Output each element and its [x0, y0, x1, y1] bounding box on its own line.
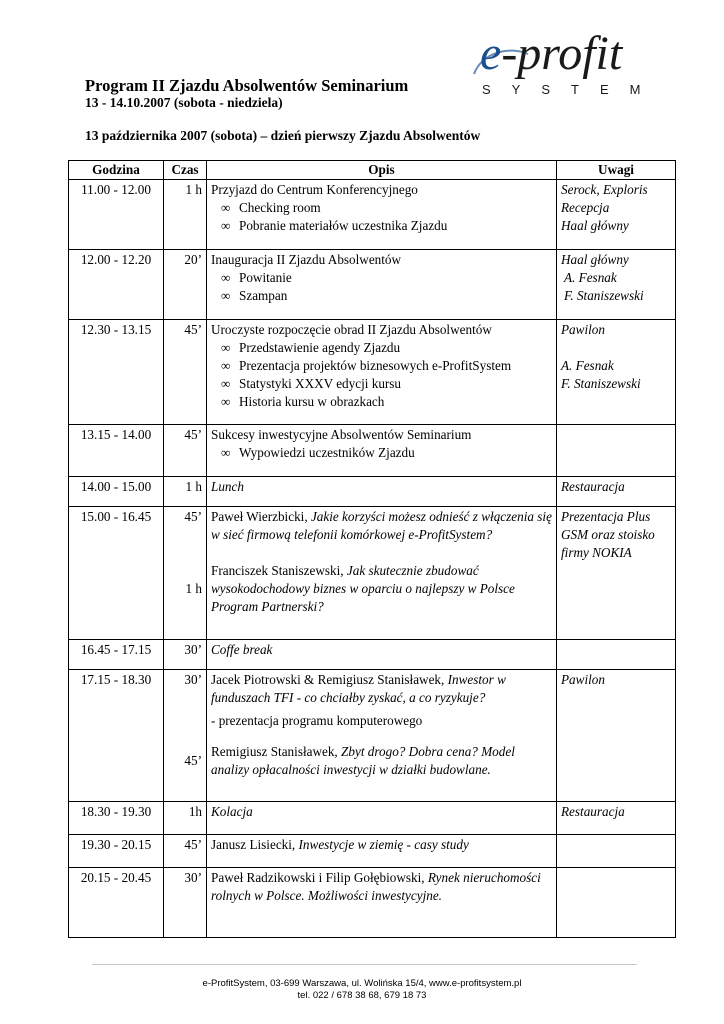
- speaker-name: Remigiusz Stanisławek,: [211, 744, 342, 759]
- speaker-name: Franciszek Staniszewski,: [211, 563, 347, 578]
- cell-time: 14.00 - 15.00: [69, 477, 164, 507]
- table-row: [69, 802, 676, 835]
- table-row: [69, 670, 676, 802]
- table-row: [69, 507, 676, 640]
- infinity-bullet-icon: ∞: [221, 445, 231, 460]
- column-header-notes: Uwagi: [557, 161, 676, 180]
- cell-description: [207, 868, 557, 938]
- cell-duration: 30’: [164, 868, 207, 938]
- cell-duration: 45’: [164, 320, 207, 425]
- cell-duration: 30’: [164, 640, 207, 670]
- cell-notes: Haal główny A. Fesnak F. Staniszewski: [557, 250, 676, 320]
- table-row: [69, 868, 676, 938]
- cell-description: [207, 425, 557, 477]
- talk-entry: [211, 671, 552, 707]
- infinity-bullet-icon: ∞: [221, 218, 231, 233]
- speaker-name: Jacek Piotrowski & Remigiusz Stanisławek,: [211, 672, 448, 687]
- logo-profit: -profit: [501, 27, 623, 80]
- infinity-bullet-icon: ∞: [221, 270, 231, 285]
- description-text: Uroczyste rozpoczęcie obrad II Zjazdu Absolwentów: [211, 322, 492, 337]
- cell-time: 12.30 - 13.15: [69, 320, 164, 425]
- speaker-name: Janusz Lisiecki,: [211, 837, 299, 852]
- speaker-name: Paweł Radzikowski i Filip Gołębiowski,: [211, 870, 428, 885]
- cell-notes: [557, 868, 676, 938]
- description-text: Inauguracja II Zjazdu Absolwentów: [211, 252, 402, 267]
- company-logo: [470, 27, 665, 100]
- cell-notes: Restauracja: [557, 802, 676, 835]
- cell-description: Coffe break: [207, 640, 557, 670]
- cell-time: 19.30 - 20.15: [69, 835, 164, 868]
- column-header-description: Opis: [207, 161, 557, 180]
- table-row: [69, 425, 676, 477]
- logo-system: SYSTEM: [482, 82, 662, 97]
- infinity-bullet-icon: ∞: [221, 340, 231, 355]
- cell-description: [207, 180, 557, 250]
- cell-duration: 30’ 45’: [164, 670, 207, 802]
- cell-duration: 45’: [164, 425, 207, 477]
- cell-duration: 20’: [164, 250, 207, 320]
- description-text: Przyjazd do Centrum Konferencyjnego: [211, 182, 418, 197]
- cell-time: 13.15 - 14.00: [69, 425, 164, 477]
- table-header-row: [69, 161, 676, 180]
- list-item: ∞ Wypowiedzi uczestników Zjazdu: [221, 445, 415, 460]
- cell-notes: [557, 640, 676, 670]
- cell-time: 12.00 - 12.20: [69, 250, 164, 320]
- logo-e: e: [480, 27, 502, 80]
- talk-title: Rynek nieruchomości rolnych w Polsce. Możliwości inwestycyjne.: [211, 870, 541, 903]
- table-row: [69, 640, 676, 670]
- cell-duration: 1 h: [164, 477, 207, 507]
- cell-notes: [557, 835, 676, 868]
- cell-description: [207, 670, 557, 802]
- footer-phone: tel. 022 / 678 38 68, 679 18 73: [297, 990, 427, 1001]
- description-text: Sukcesy inwestycyjne Absolwentów Seminarium: [211, 427, 472, 442]
- table-row: [69, 180, 676, 250]
- footer-divider: [92, 964, 637, 965]
- list-item: ∞ Powitanie: [221, 270, 292, 285]
- talk-extra: - prezentacja programu komputerowego: [211, 713, 423, 728]
- cell-time: 11.00 - 12.00: [69, 180, 164, 250]
- list-item: ∞ Checking room: [221, 200, 321, 215]
- infinity-bullet-icon: ∞: [221, 288, 231, 303]
- schedule-table: [68, 160, 676, 938]
- footer-address: e-ProfitSystem, 03-699 Warszawa, ul. Wolińska 15/4, www.e-profitsystem.pl: [202, 978, 522, 989]
- cell-duration: 45’ 1 h: [164, 507, 207, 640]
- cell-duration: 1 h: [164, 180, 207, 250]
- talk-title: Inwestycje w ziemię - casy study: [298, 837, 469, 852]
- talk-title: Zbyt drogo? Dobra cena? Model analizy opłacalności inwestycji w działki budowlane.: [211, 744, 515, 777]
- table-row: [69, 250, 676, 320]
- cell-notes: Pawilon A. Fesnak F. Staniszewski: [557, 320, 676, 425]
- cell-time: 17.15 - 18.30: [69, 670, 164, 802]
- cell-notes: Pawilon: [557, 670, 676, 802]
- page-title: Program II Zjazdu Absolwentów Seminarium: [85, 76, 409, 95]
- infinity-bullet-icon: ∞: [221, 376, 231, 391]
- cell-duration: 1h: [164, 802, 207, 835]
- cell-time: 18.30 - 19.30: [69, 802, 164, 835]
- list-item: ∞ Prezentacja projektów biznesowych e-ProfitSystem: [221, 358, 512, 373]
- infinity-bullet-icon: ∞: [221, 200, 231, 215]
- speaker-name: Paweł Wierzbicki,: [211, 509, 311, 524]
- infinity-bullet-icon: ∞: [221, 358, 231, 373]
- talk-entry: [211, 743, 552, 779]
- list-item: ∞ Szampan: [221, 288, 288, 303]
- cell-description: Lunch: [207, 477, 557, 507]
- list-item: ∞ Statystyki XXXV edycji kursu: [221, 376, 402, 391]
- list-item: ∞ Przedstawienie agendy Zjazdu: [221, 340, 401, 355]
- cell-description: [207, 250, 557, 320]
- list-item: ∞ Pobranie materiałów uczestnika Zjazdu: [221, 218, 448, 233]
- cell-time: 16.45 - 17.15: [69, 640, 164, 670]
- table-row: [69, 320, 676, 425]
- day-heading: 13 października 2007 (sobota) – dzień pierwszy Zjazdu Absolwentów: [85, 128, 481, 143]
- column-header-duration: Czas: [164, 161, 207, 180]
- talk-entry: [211, 508, 552, 544]
- logo-wordmark: [480, 24, 622, 84]
- table-row: [69, 835, 676, 868]
- page-subtitle: 13 - 14.10.2007 (sobota - niedziela): [85, 95, 283, 110]
- cell-notes: Restauracja: [557, 477, 676, 507]
- list-item: ∞ Historia kursu w obrazkach: [221, 394, 385, 409]
- cell-description: [207, 320, 557, 425]
- cell-notes: Prezentacja Plus GSM oraz stoisko firmy NOKIA: [557, 507, 676, 640]
- column-header-time: Godzina: [69, 161, 164, 180]
- talk-title: Jak skutecznie zbudować wysokodochodowy biznes w oparciu o najlepszy w Polsce Program Partnerski?: [211, 563, 515, 614]
- cell-time: 20.15 - 20.45: [69, 868, 164, 938]
- talk-title: Jakie korzyści możesz odnieść z włączenia się w sieć firmową telefonii komórkowej e-ProfitSystem?: [211, 509, 552, 542]
- cell-duration: 45’: [164, 835, 207, 868]
- talk-title: Inwestor w funduszach TFI - co chciałby zyskać, a co ryzykuje?: [211, 672, 506, 705]
- infinity-bullet-icon: ∞: [221, 394, 231, 409]
- table-row: [69, 477, 676, 507]
- cell-notes: Serock, Exploris Recepcja Haal główny: [557, 180, 676, 250]
- cell-description: [207, 507, 557, 640]
- cell-description: [207, 835, 557, 868]
- cell-time: 15.00 - 16.45: [69, 507, 164, 640]
- cell-notes: [557, 425, 676, 477]
- cell-description: Kolacja: [207, 802, 557, 835]
- talk-entry: [211, 562, 552, 616]
